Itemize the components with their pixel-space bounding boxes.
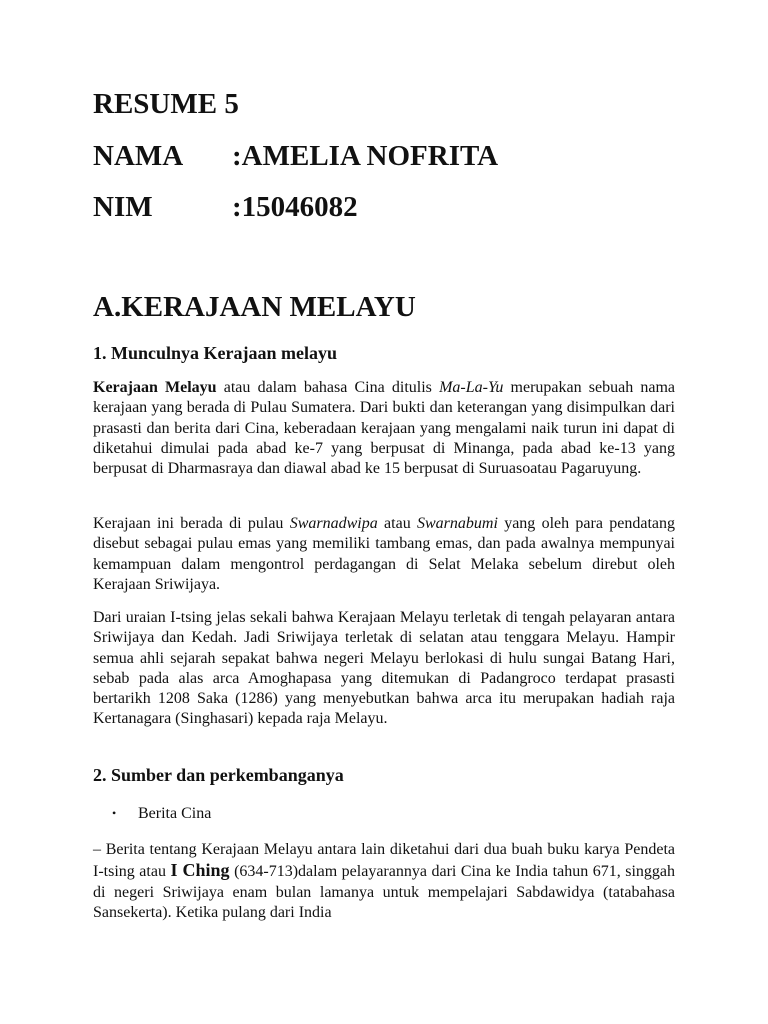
bullet-item bbox=[112, 803, 211, 824]
paragraph-3: Dari uraian I-tsing jelas sekali bahwa Kerajaan Melayu terletak di tengah pelayaran antara Sriwijaya dan Kedah. Jadi Sriwijaya terletak di selatan atau tenggara Melayu. Hampir semua ahli sejarah sepakat bahwa negeri Melayu berlokasi di hulu sungai Batang Hari, sebab pada alas arca Amoghapasa yang ditemukan di Padangroco terdapat prasasti bertarikh 1208 Saka (1286) yang menyebutkan bahwa arca itu merupakan hadiah raja Kertanagara (Singhasari) kepada raja Melayu. bbox=[93, 609, 675, 728]
name-value: :AMELIA NOFRITA bbox=[232, 140, 499, 172]
nim-row bbox=[93, 190, 358, 224]
bullet-icon: • bbox=[112, 806, 117, 820]
section-a-heading: A.KERAJAAN MELAYU bbox=[93, 291, 416, 323]
p2-italic-2: Swarnabumi bbox=[417, 515, 498, 532]
p1-italic: Ma-La-Yu bbox=[439, 379, 504, 396]
paragraph-2 bbox=[93, 514, 675, 595]
p1-text-2: merupakan sebuah nama kerajaan yang berada di Pulau Sumatera. Dari bukti dan keterangan yang disimpulkan dari prasasti dan berita dari Cina, keberadaan kerajaan yang mengalami naik turun ini dapat di diketahui dimulai pada abad ke-7 yang berpusat di Minanga, pada abad ke-13 yang berpusat di Dharmasraya dan diawal abad ke 15 berpusat di Suruasoatau Pagaruyung. bbox=[93, 379, 676, 478]
subsection-1-heading: 1. Munculnya Kerajaan melayu bbox=[93, 343, 338, 363]
p2-text-1: Kerajaan ini berada di pulau bbox=[93, 515, 290, 532]
p1-text-1: atau dalam bahasa Cina ditulis bbox=[216, 379, 440, 396]
p1-bold: Kerajaan Melayu bbox=[93, 379, 217, 396]
p2-text-3: yang oleh para pendatang disebut sebagai pulau emas yang memiliki tambang emas, dan pada awalnya mempunyai kemampuan dalam mengontrol perdagangan di Selat Melaka sebelum direbut oleh Kerajaan Sriwijaya. bbox=[93, 515, 676, 593]
resume-title-text: RESUME 5 bbox=[93, 88, 239, 120]
resume-title bbox=[93, 87, 239, 121]
paragraph-1 bbox=[93, 378, 675, 479]
p2-italic-1: Swarnadwipa bbox=[289, 515, 378, 532]
nim-value: :15046082 bbox=[232, 191, 358, 223]
p4-bold: I Ching bbox=[170, 860, 230, 881]
paragraph-4 bbox=[93, 840, 675, 923]
p4-text-2: (634-713)dalam pelayarannya dari Cina ke India tahun 671, singgah di negeri Sriwijaya enam bulan lamanya untuk mempelajari Sabdawidya (tatabahasa Sansekerta). Ketika pulang dari India bbox=[93, 863, 676, 921]
p4-text-1: – Berita tentang Kerajaan Melayu antara lain diketahui dari dua buah buku karya Pendeta I-tsing atau bbox=[93, 841, 675, 881]
p2-text-2: atau bbox=[377, 515, 417, 532]
name-row bbox=[93, 139, 499, 173]
name-label: NAMA bbox=[93, 140, 184, 172]
bullet-text: Berita Cina bbox=[138, 805, 212, 822]
subsection-2-heading: 2. Sumber dan perkembanganya bbox=[93, 765, 344, 785]
nim-label: NIM bbox=[93, 191, 153, 223]
